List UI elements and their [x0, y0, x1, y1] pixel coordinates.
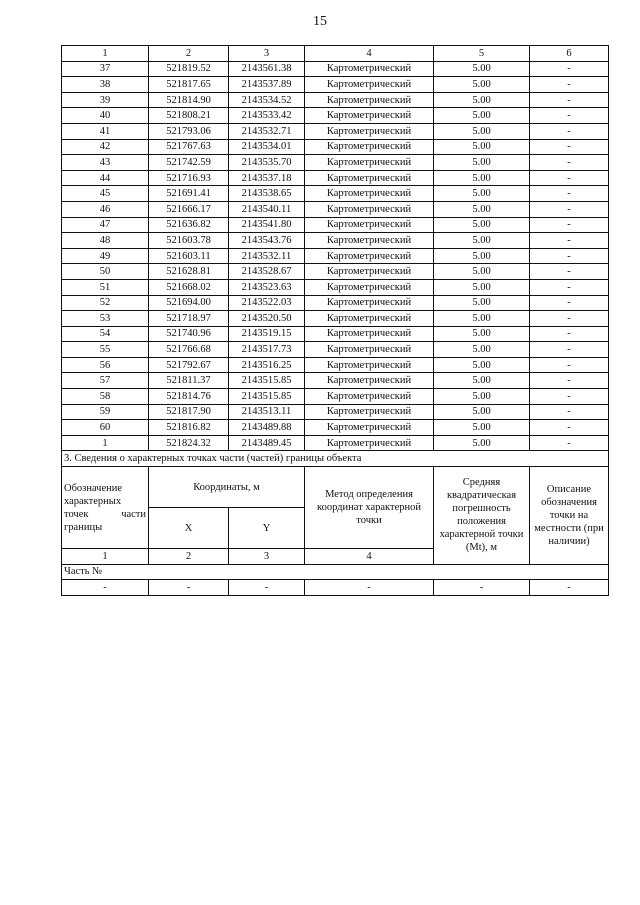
point-number-cell: 41 [62, 123, 149, 139]
error-cell: 5.00 [434, 61, 530, 77]
y-coordinate-cell: 2143513.11 [229, 404, 305, 420]
point-number-cell: 52 [62, 295, 149, 311]
point-number-cell: 48 [62, 233, 149, 249]
method-cell: Картометрический [305, 155, 434, 171]
header-method: Метод определения координат характерной точки [305, 467, 434, 549]
table-row [62, 311, 609, 327]
point-number-cell: 54 [62, 326, 149, 342]
point-number-cell: 60 [62, 420, 149, 436]
x-coordinate-cell: 521817.90 [149, 404, 229, 420]
point-number-cell: 40 [62, 108, 149, 124]
empty-cell: - [434, 580, 530, 596]
point-number-cell: 47 [62, 217, 149, 233]
description-cell: - [530, 233, 609, 249]
y-coordinate-cell: 2143517.73 [229, 342, 305, 358]
error-cell: 5.00 [434, 373, 530, 389]
method-cell: Картометрический [305, 77, 434, 93]
y-coordinate-cell: 2143489.45 [229, 435, 305, 451]
x-coordinate-cell: 521808.21 [149, 108, 229, 124]
x-coordinate-cell: 521766.68 [149, 342, 229, 358]
table-row [62, 201, 609, 217]
error-cell: 5.00 [434, 404, 530, 420]
x-coordinate-cell: 521814.90 [149, 92, 229, 108]
point-number-cell: 43 [62, 155, 149, 171]
table-row [62, 170, 609, 186]
column-number: 6 [530, 46, 609, 62]
error-cell: 5.00 [434, 389, 530, 405]
y-coordinate-cell: 2143532.71 [229, 123, 305, 139]
description-cell: - [530, 279, 609, 295]
method-cell: Картометрический [305, 108, 434, 124]
x-coordinate-cell: 521814.76 [149, 389, 229, 405]
x-coordinate-cell: 521793.06 [149, 123, 229, 139]
error-cell: 5.00 [434, 295, 530, 311]
description-cell: - [530, 201, 609, 217]
x-coordinate-cell: 521792.67 [149, 357, 229, 373]
method-cell: Картометрический [305, 264, 434, 280]
header-y: Y [229, 508, 305, 549]
part-row [62, 564, 609, 580]
x-coordinate-cell: 521811.37 [149, 373, 229, 389]
method-cell: Картометрический [305, 123, 434, 139]
table-row [62, 186, 609, 202]
header-error: Средняя квадратическая погрешность положения характерной точки (Mt), м [434, 467, 530, 565]
column-number: 1 [62, 549, 149, 565]
method-cell: Картометрический [305, 186, 434, 202]
method-cell: Картометрический [305, 404, 434, 420]
method-cell: Картометрический [305, 217, 434, 233]
x-coordinate-cell: 521740.96 [149, 326, 229, 342]
description-cell: - [530, 217, 609, 233]
error-cell: 5.00 [434, 264, 530, 280]
x-coordinate-cell: 521824.32 [149, 435, 229, 451]
y-coordinate-cell: 2143543.76 [229, 233, 305, 249]
description-cell: - [530, 77, 609, 93]
empty-row [62, 580, 609, 596]
error-cell: 5.00 [434, 155, 530, 171]
table-row [62, 217, 609, 233]
point-number-cell: 51 [62, 279, 149, 295]
empty-cell: - [305, 580, 434, 596]
header-point-designation: Обозначение характерных точек части границы [62, 467, 149, 549]
point-number-cell: 58 [62, 389, 149, 405]
x-coordinate-cell: 521817.65 [149, 77, 229, 93]
table-row [62, 342, 609, 358]
point-number-cell: 45 [62, 186, 149, 202]
error-cell: 5.00 [434, 123, 530, 139]
description-cell: - [530, 404, 609, 420]
error-cell: 5.00 [434, 201, 530, 217]
method-cell: Картометрический [305, 61, 434, 77]
y-coordinate-cell: 2143489.88 [229, 420, 305, 436]
section-title-row [62, 451, 609, 467]
description-cell: - [530, 420, 609, 436]
error-cell: 5.00 [434, 420, 530, 436]
point-number-cell: 50 [62, 264, 149, 280]
y-coordinate-cell: 2143561.38 [229, 61, 305, 77]
description-cell: - [530, 186, 609, 202]
table-row [62, 279, 609, 295]
column-number: 2 [149, 46, 229, 62]
x-coordinate-cell: 521718.97 [149, 311, 229, 327]
description-cell: - [530, 373, 609, 389]
y-coordinate-cell: 2143534.52 [229, 92, 305, 108]
error-cell: 5.00 [434, 92, 530, 108]
point-number-cell: 56 [62, 357, 149, 373]
x-coordinate-cell: 521716.93 [149, 170, 229, 186]
method-cell: Картометрический [305, 326, 434, 342]
table-row [62, 326, 609, 342]
y-coordinate-cell: 2143522.03 [229, 295, 305, 311]
y-coordinate-cell: 2143540.11 [229, 201, 305, 217]
part-label: Часть № [62, 564, 609, 580]
table-row [62, 373, 609, 389]
method-cell: Картометрический [305, 295, 434, 311]
method-cell: Картометрический [305, 248, 434, 264]
table-row [62, 248, 609, 264]
method-cell: Картометрический [305, 279, 434, 295]
x-coordinate-cell: 521603.78 [149, 233, 229, 249]
description-cell: - [530, 295, 609, 311]
error-cell: 5.00 [434, 139, 530, 155]
description-cell: - [530, 108, 609, 124]
error-cell: 5.00 [434, 326, 530, 342]
x-coordinate-cell: 521694.00 [149, 295, 229, 311]
page-number: 15 [313, 14, 327, 29]
y-coordinate-cell: 2143523.63 [229, 279, 305, 295]
description-cell: - [530, 264, 609, 280]
description-cell: - [530, 61, 609, 77]
description-cell: - [530, 357, 609, 373]
y-coordinate-cell: 2143515.85 [229, 373, 305, 389]
method-cell: Картометрический [305, 357, 434, 373]
table-body [62, 46, 609, 596]
table-row [62, 420, 609, 436]
column-number: 5 [434, 46, 530, 62]
y-coordinate-cell: 2143537.18 [229, 170, 305, 186]
y-coordinate-cell: 2143532.11 [229, 248, 305, 264]
point-number-cell: 38 [62, 77, 149, 93]
x-coordinate-cell: 521742.59 [149, 155, 229, 171]
error-cell: 5.00 [434, 311, 530, 327]
y-coordinate-cell: 2143538.65 [229, 186, 305, 202]
y-coordinate-cell: 2143533.42 [229, 108, 305, 124]
method-cell: Картометрический [305, 373, 434, 389]
point-number-cell: 1 [62, 435, 149, 451]
column-number: 3 [229, 46, 305, 62]
method-cell: Картометрический [305, 311, 434, 327]
column-number: 4 [305, 46, 434, 62]
point-number-cell: 46 [62, 201, 149, 217]
table-row [62, 108, 609, 124]
y-coordinate-cell: 2143520.50 [229, 311, 305, 327]
y-coordinate-cell: 2143537.89 [229, 77, 305, 93]
error-cell: 5.00 [434, 435, 530, 451]
x-coordinate-cell: 521691.41 [149, 186, 229, 202]
boundary-points-table [61, 45, 609, 596]
header-row [62, 467, 609, 508]
header-x: X [149, 508, 229, 549]
y-coordinate-cell: 2143541.80 [229, 217, 305, 233]
x-coordinate-cell: 521636.82 [149, 217, 229, 233]
description-cell: - [530, 248, 609, 264]
point-number-cell: 39 [62, 92, 149, 108]
point-number-cell: 53 [62, 311, 149, 327]
x-coordinate-cell: 521628.81 [149, 264, 229, 280]
column-number: 1 [62, 46, 149, 62]
error-cell: 5.00 [434, 357, 530, 373]
description-cell: - [530, 326, 609, 342]
description-cell: - [530, 311, 609, 327]
method-cell: Картометрический [305, 139, 434, 155]
method-cell: Картометрический [305, 435, 434, 451]
empty-cell: - [229, 580, 305, 596]
table-row [62, 435, 609, 451]
point-number-cell: 55 [62, 342, 149, 358]
error-cell: 5.00 [434, 248, 530, 264]
description-cell: - [530, 435, 609, 451]
method-cell: Картометрический [305, 342, 434, 358]
x-coordinate-cell: 521767.63 [149, 139, 229, 155]
table-row [62, 357, 609, 373]
column-number-row [62, 46, 609, 62]
section-title: 3. Сведения о характерных точках части (частей) границы объекта [62, 451, 609, 467]
y-coordinate-cell: 2143528.67 [229, 264, 305, 280]
description-cell: - [530, 123, 609, 139]
table-row [62, 389, 609, 405]
method-cell: Картометрический [305, 389, 434, 405]
table-row [62, 295, 609, 311]
description-cell: - [530, 155, 609, 171]
table-row [62, 264, 609, 280]
y-coordinate-cell: 2143534.01 [229, 139, 305, 155]
description-cell: - [530, 170, 609, 186]
y-coordinate-cell: 2143515.85 [229, 389, 305, 405]
table-row [62, 233, 609, 249]
empty-cell: - [149, 580, 229, 596]
error-cell: 5.00 [434, 170, 530, 186]
table-row [62, 155, 609, 171]
method-cell: Картометрический [305, 170, 434, 186]
column-number: 3 [229, 549, 305, 565]
description-cell: - [530, 389, 609, 405]
table-row [62, 77, 609, 93]
description-cell: - [530, 139, 609, 155]
table-row [62, 123, 609, 139]
x-coordinate-cell: 521666.17 [149, 201, 229, 217]
method-cell: Картометрический [305, 420, 434, 436]
table-row [62, 61, 609, 77]
point-number-cell: 59 [62, 404, 149, 420]
error-cell: 5.00 [434, 342, 530, 358]
description-cell: - [530, 92, 609, 108]
point-number-cell: 49 [62, 248, 149, 264]
table-row [62, 139, 609, 155]
method-cell: Картометрический [305, 233, 434, 249]
y-coordinate-cell: 2143519.15 [229, 326, 305, 342]
x-coordinate-cell: 521603.11 [149, 248, 229, 264]
column-number: 2 [149, 549, 229, 565]
method-cell: Картометрический [305, 201, 434, 217]
point-number-cell: 37 [62, 61, 149, 77]
point-number-cell: 44 [62, 170, 149, 186]
header-description: Описание обозначения точки на местности (при наличии) [530, 467, 609, 565]
method-cell: Картометрический [305, 92, 434, 108]
empty-cell: - [62, 580, 149, 596]
description-cell: - [530, 342, 609, 358]
table-row [62, 92, 609, 108]
x-coordinate-cell: 521668.02 [149, 279, 229, 295]
table-row [62, 404, 609, 420]
error-cell: 5.00 [434, 108, 530, 124]
empty-cell: - [530, 580, 609, 596]
point-number-cell: 42 [62, 139, 149, 155]
point-number-cell: 57 [62, 373, 149, 389]
error-cell: 5.00 [434, 217, 530, 233]
y-coordinate-cell: 2143535.70 [229, 155, 305, 171]
error-cell: 5.00 [434, 77, 530, 93]
header-coordinates: Координаты, м [149, 467, 305, 508]
y-coordinate-cell: 2143516.25 [229, 357, 305, 373]
column-number: 4 [305, 549, 434, 565]
error-cell: 5.00 [434, 186, 530, 202]
error-cell: 5.00 [434, 279, 530, 295]
x-coordinate-cell: 521819.52 [149, 61, 229, 77]
error-cell: 5.00 [434, 233, 530, 249]
x-coordinate-cell: 521816.82 [149, 420, 229, 436]
